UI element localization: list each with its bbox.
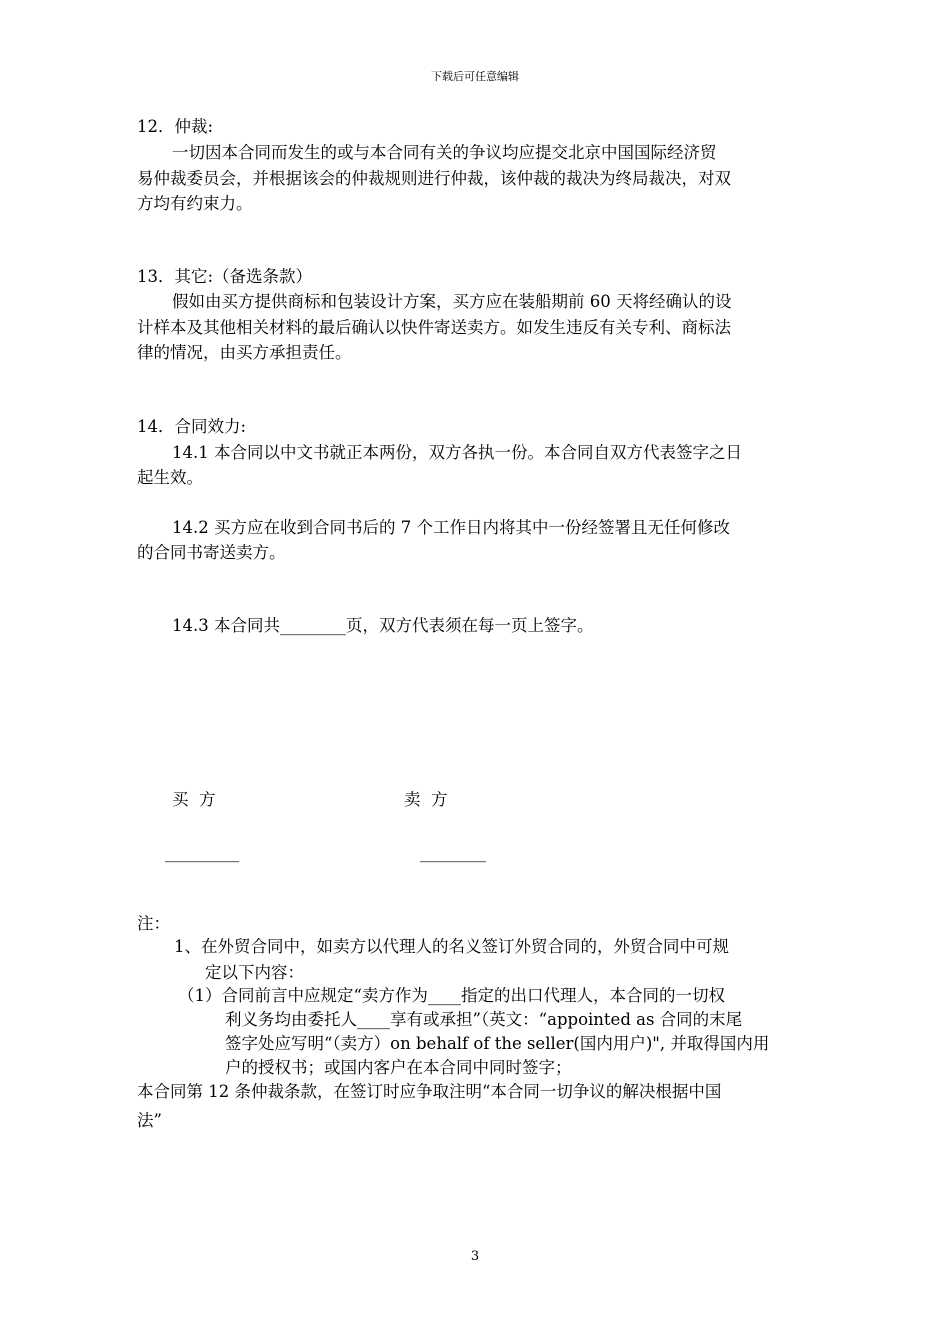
clause-14-3 [172, 613, 593, 639]
notes-label: 注： [137, 914, 170, 933]
note-item-1-line: 1、在外贸合同中，如卖方以代理人的名义签订外贸合同的，外贸合同中可规 [174, 937, 729, 956]
section-13-line: 计样本及其他相关材料的最后确认以快件寄送卖方。如发生违反有关专利、商标法 [137, 318, 731, 337]
note-tail-line: 法” [137, 1111, 162, 1130]
section-12-title: 12．仲裁: [137, 117, 214, 136]
clause-14-2-line: 14.2 买方应在收到合同书后的 7 个工作日内将其中一份经签署且无任何修改 [172, 518, 730, 537]
section-13-line: 律的情况，由买方承担责任。 [137, 343, 352, 362]
section-12-line: 方均有约束力。 [137, 194, 253, 213]
page-count-blank: ________ [279, 616, 346, 635]
clause-14-2-line: 的合同书寄送卖方。 [137, 543, 286, 562]
buyer-label: 买 方 [172, 790, 216, 809]
note-sub-1-line: 签字处应写明“（卖方）on behalf of the seller(国内用户)", 并取得国内用 [225, 1034, 770, 1053]
section-12-line: 一切因本合同而发生的或与本合同有关的争议均应提交北京中国国际经济贸 [172, 143, 717, 162]
note-sub-1-line: 户的授权书；或国内客户在本合同中同时签字； [225, 1058, 572, 1077]
note-text: 利义务均由委托人 [225, 1010, 357, 1029]
clause-14-3-text: 14.3 本合同共 [172, 616, 280, 635]
clause-14-1-line: 14.1 本合同以中文书就正本两份，双方各执一份。本合同自双方代表签字之日 [172, 443, 742, 462]
section-13-title: 13．其它:（备选条款） [137, 267, 313, 286]
seller-label: 卖 方 [404, 790, 448, 809]
buyer-signature-line: _________ [165, 843, 240, 862]
section-14-title: 14．合同效力: [137, 417, 247, 436]
section-12-line: 易仲裁委员会，并根据该会的仲裁规则进行仲裁，该仲裁的裁决为终局裁决，对双 [137, 169, 731, 188]
note-text: 指定的出口代理人，本合同的一切权 [460, 986, 725, 1005]
principal-blank: ____ [357, 1010, 390, 1029]
agent-blank: ____ [427, 986, 461, 1005]
note-tail-line: 本合同第 12 条仲裁条款，在签订时应争取注明“本合同一切争议的解决根据中国 [137, 1082, 722, 1101]
note-sub-1-line [225, 1007, 742, 1033]
page-number: 3 [470, 1249, 480, 1264]
seller-signature-line: ________ [420, 843, 486, 862]
clause-14-1-line: 起生效。 [137, 468, 203, 487]
note-item-1-line: 定以下内容： [205, 963, 304, 982]
note-sub-1-line [178, 983, 725, 1009]
note-text: （1）合同前言中应规定“卖方作为 [178, 986, 428, 1005]
section-13-line: 假如由买方提供商标和包装设计方案，买方应在装船期前 60 天将经确认的设 [172, 292, 732, 311]
note-text: 享有或承担”（英文：“appointed as 合同的末尾 [390, 1010, 743, 1029]
clause-14-3-text: 页，双方代表须在每一页上签字。 [345, 616, 594, 635]
page-header: 下载后可任意编辑 [431, 70, 519, 83]
